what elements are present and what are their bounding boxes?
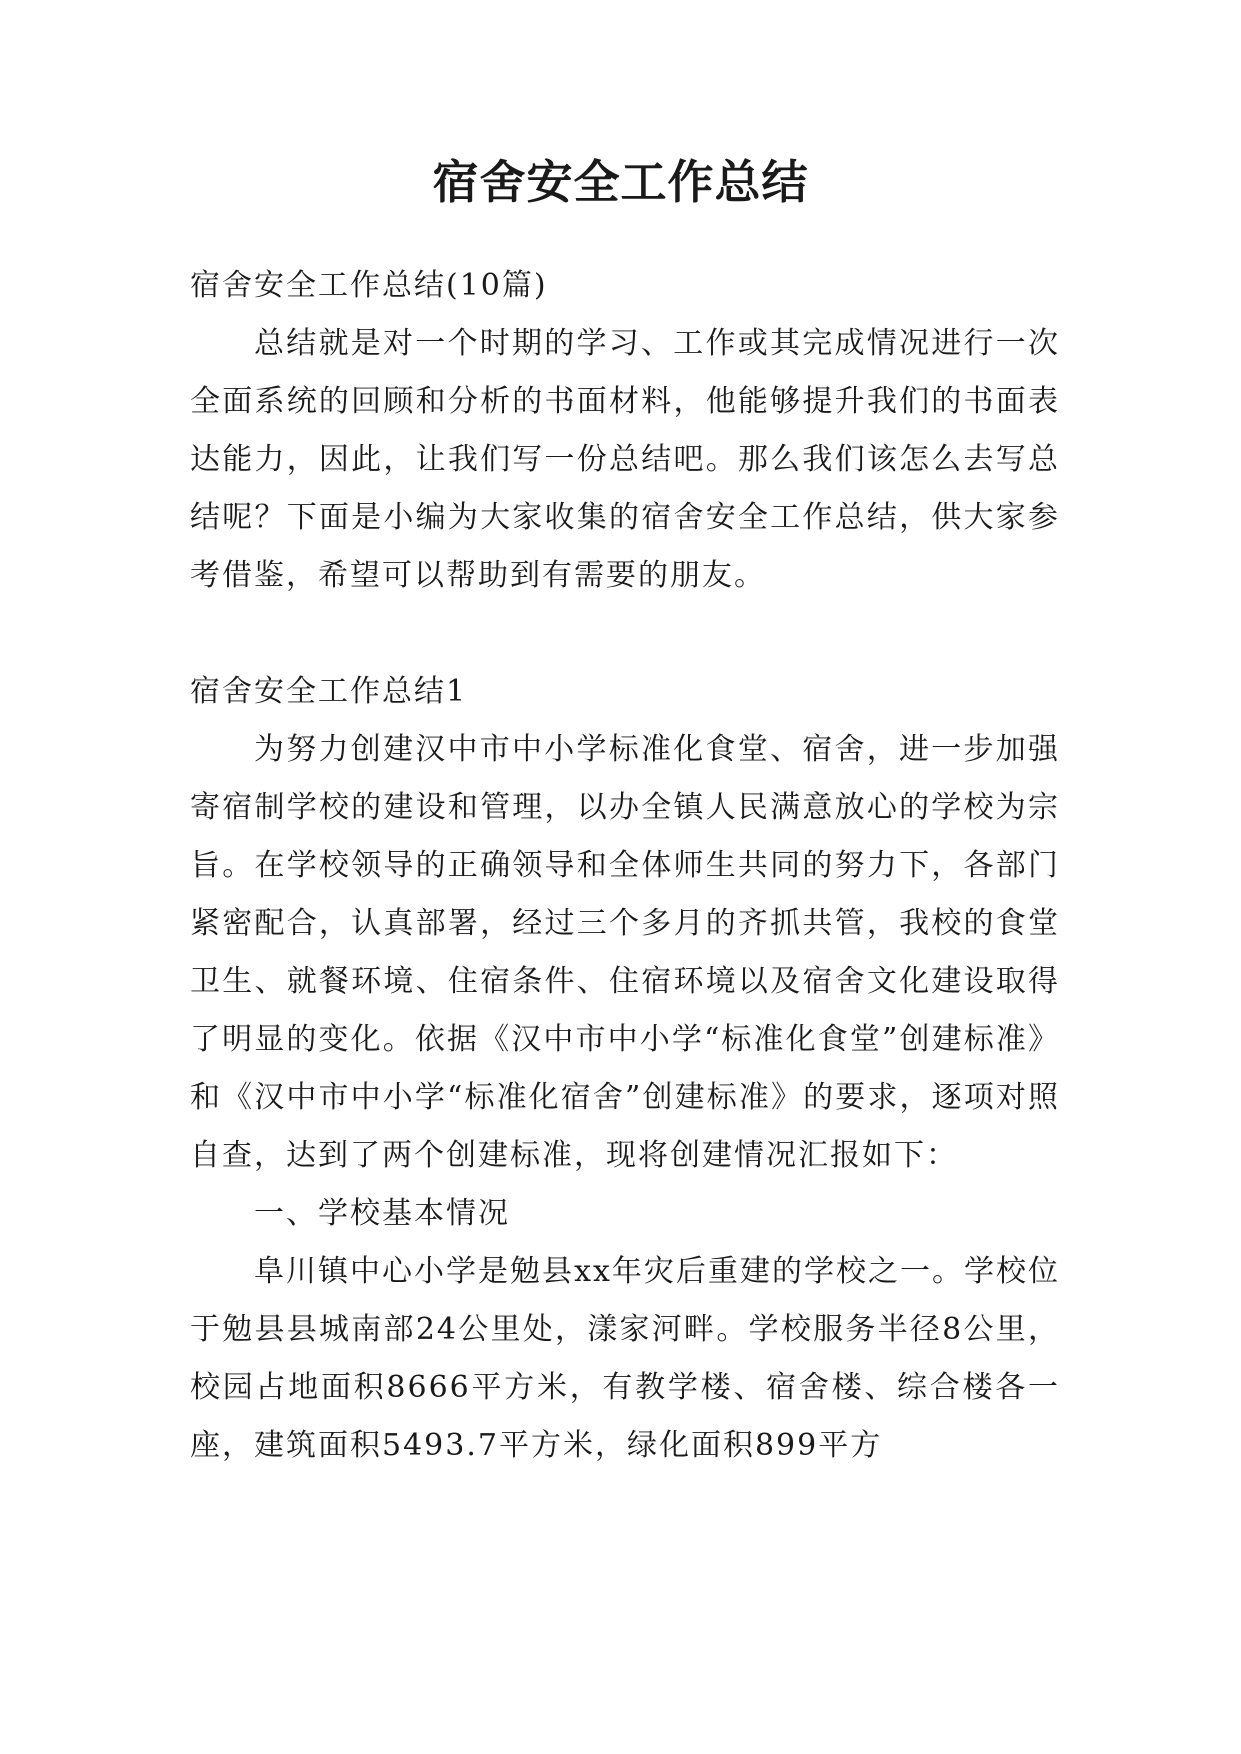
section-paragraph-2: 阜川镇中心小学是勉县xx年灾后重建的学校之一。学校位于勉县县城南部24公里处，漾家河畔。学校服务半径8公里，校园占地面积8666平方米，有教学楼、宿舍楼、综合楼各一座，建筑面积5493.7平方米，绿化面积899平方 <box>190 1254 1060 1463</box>
intro-paragraph: 总结就是对一个时期的学习、工作或其完成情况进行一次全面系统的回顾和分析的书面材料，他能够提升我们的书面表达能力，因此，让我们写一份总结吧。那么我们该怎么去写总结呢？下面是小编为大家收集的宿舍安全工作总结，供大家参考借鉴，希望可以帮助到有需要的朋友。 <box>190 326 1060 593</box>
document-title: 宿舍安全工作总结 <box>432 155 809 209</box>
section-heading: 宿舍安全工作总结1 <box>190 674 468 709</box>
document-body <box>190 257 1060 1475</box>
document-subtitle: 宿舍安全工作总结(10篇) <box>190 268 548 303</box>
section-paragraph: 为努力创建汉中市中小学标准化食堂、宿舍，进一步加强寄宿制学校的建设和管理，以办全镇人民满意放心的学校为宗旨。在学校领导的正确领导和全体师生共同的努力下，各部门紧密配合，认真部署，经过三个多月的齐抓共管，我校的食堂卫生、就餐环境、住宿条件、住宿环境以及宿舍文化建设取得了明显的变化。依据《汉中市中小学“标准化食堂”创建标准》和《汉中市中小学“标准化宿舍”创建标准》的要求，逐项对照自查，达到了两个创建标准，现将创建情况汇报如下： <box>190 732 1060 1173</box>
subsection-heading: 一、学校基本情况 <box>254 1196 510 1231</box>
